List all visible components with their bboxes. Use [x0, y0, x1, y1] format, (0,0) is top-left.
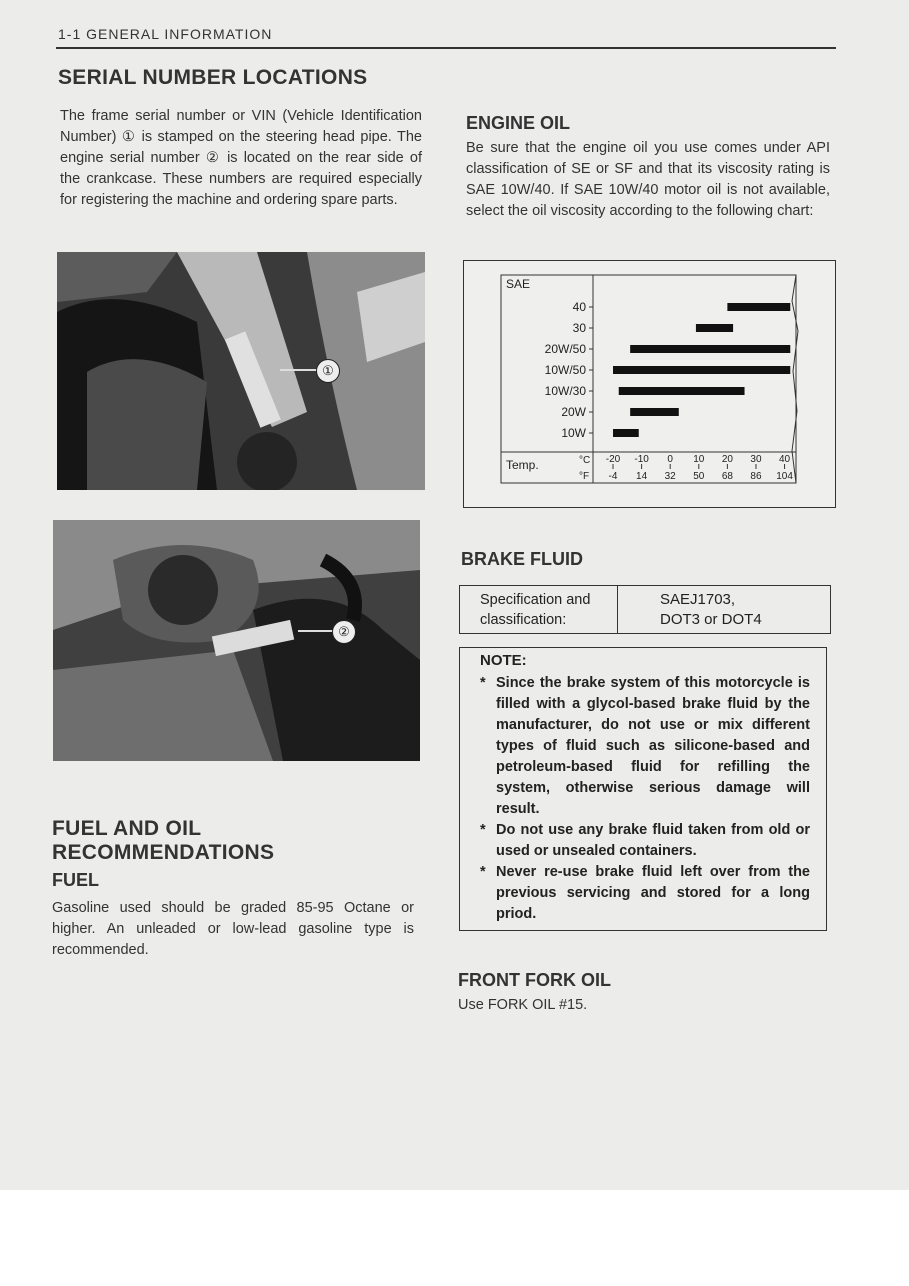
note-bullet: *	[480, 864, 486, 880]
spec-value-cell	[660, 590, 762, 630]
brake-fluid-spec-table	[459, 585, 831, 634]
chart-tick-label-c: 20	[721, 454, 733, 465]
fuel-text: Gasoline used should be graded 85-95 Octane or higher. An unleaded or low-lead gasoline type is recommended.	[52, 900, 414, 958]
frame-photo-illustration	[57, 252, 425, 490]
page-header: 1-1 GENERAL INFORMATION	[58, 26, 273, 42]
note-item	[480, 862, 810, 925]
chart-tick-label-f: -4	[608, 471, 618, 482]
callout-engine-serial: ②	[332, 620, 356, 644]
chart-tick-label-c: -20	[605, 454, 621, 465]
header-rule	[56, 47, 836, 49]
viscosity-chart-svg	[464, 261, 835, 507]
chart-tick-label-c: 10	[693, 454, 705, 465]
chart-tick-label-f: 50	[693, 471, 705, 482]
spec-value-line2: DOT3 or DOT4	[660, 611, 762, 628]
chart-unit-c: °C	[579, 455, 591, 466]
chart-category-label: 20W/50	[544, 342, 586, 356]
serial-number-title: SERIAL NUMBER LOCATIONS	[58, 66, 368, 89]
chart-bar	[630, 408, 679, 416]
front-fork-oil-title: FRONT FORK OIL	[458, 970, 611, 990]
note-title: NOTE:	[480, 652, 527, 669]
chart-bar	[619, 387, 745, 395]
chart-bar	[613, 366, 790, 374]
spec-value-line1: SAEJ1703,	[660, 591, 736, 608]
page-margin	[0, 1190, 909, 1286]
note-item	[480, 820, 810, 862]
chart-tick-label-c: 40	[779, 454, 791, 465]
chart-ylabel: SAE	[506, 277, 531, 291]
note-item-text: Do not use any brake fluid taken from old or used or unsealed containers.	[496, 822, 810, 859]
chart-category-label: 40	[572, 300, 586, 314]
chart-xlabel: Temp.	[506, 458, 539, 472]
fuel-title: FUEL	[52, 870, 99, 890]
engine-photo-illustration	[53, 520, 420, 761]
chart-tick-label-c: -10	[634, 454, 649, 465]
chart-tick-label-f: 68	[721, 471, 733, 482]
spec-label-line1: Specification and	[480, 592, 591, 608]
chart-category-label: 20W	[561, 405, 586, 419]
chart-unit-f: °F	[579, 471, 590, 482]
chart-category-label: 30	[572, 321, 586, 335]
spec-label-cell	[460, 586, 618, 633]
callout-frame-serial: ①	[316, 359, 340, 383]
engine-serial-photo	[53, 520, 420, 761]
chart-category-label: 10W	[561, 426, 586, 440]
brake-fluid-note	[459, 647, 827, 931]
fuel-oil-title-line2: RECOMMENDATIONS	[52, 841, 275, 864]
chart-tick-label-f: 14	[636, 471, 648, 482]
chart-tick-label-f: 32	[664, 471, 676, 482]
frame-serial-photo	[57, 252, 425, 490]
chart-tick-label-f: 104	[776, 471, 793, 482]
fuel-oil-title-line1: FUEL AND OIL	[52, 817, 202, 840]
brake-fluid-title: BRAKE FLUID	[461, 549, 583, 569]
chart-bar	[727, 303, 790, 311]
note-item-text: Since the brake system of this motorcycle is filled with a glycol-based brake fluid by the manufacturer, do not use or mix different types of fluid such as silicone-based and petroleum-based fluid for refilling the system, otherwise serious damage will result.	[496, 675, 810, 817]
chart-bar	[630, 345, 790, 353]
note-item-text: Never re-use brake fluid left over from the previous servicing and stored for a long priod.	[496, 864, 810, 922]
engine-oil-text: Be sure that the engine oil you use comes under API classification of SE or SF and that its viscosity rating is SAE 10W/40. If SAE 10W/40 motor oil is not available, select the oil viscosity according to the following chart:	[466, 140, 830, 219]
chart-bar	[696, 324, 733, 332]
engine-oil-title: ENGINE OIL	[466, 113, 571, 133]
note-item	[480, 673, 810, 820]
chart-category-label: 10W/50	[544, 363, 586, 377]
chart-tick-label-c: 0	[667, 454, 673, 465]
note-bullet: *	[480, 822, 486, 838]
note-bullet: *	[480, 675, 486, 691]
front-fork-oil-text: Use FORK OIL #15.	[458, 997, 588, 1013]
chart-tick-label-f: 86	[750, 471, 762, 482]
chart-category-label: 10W/30	[544, 384, 586, 398]
serial-number-text: The frame serial number or VIN (Vehicle Identification Number) ① is stamped on the steering head pipe. The engine serial number ② is located on the rear side of the crankcase. These numbers are required especially for registering the machine and ordering spare parts.	[60, 108, 422, 208]
chart-bar	[613, 429, 639, 437]
oil-viscosity-chart	[463, 260, 836, 508]
spec-label-line2: classification:	[480, 612, 567, 628]
chart-tick-label-c: 30	[750, 454, 762, 465]
